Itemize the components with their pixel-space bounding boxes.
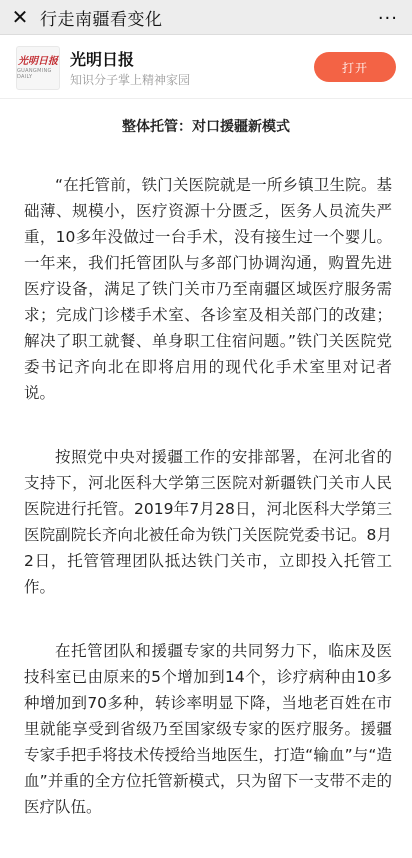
- article-paragraph: 按照党中央对援疆工作的安排部署，在河北省的支持下，河北医科大学第三医院对新疆铁门关市人民医院进行托管。2019年7月28日，河北医科大学第三医院副院长齐向北被任命为铁门关医院党委书记。8月2日，托管管理团队抵达铁门关市，立即投入托管工作。: [24, 448, 392, 596]
- article-paragraph: 在托管团队和援疆专家的共同努力下，临床及医技科室已由原来的5个增加到14个，诊疗病种由10多种增加到70多种，转诊率明显下降，当地老百姓在市里就能享受到省级乃至国家级专家的医疗服务。援疆专家手把手将技术传授给当地医生，打造“输血”与“造血”并重的全方位托管新模式，只为留下一支带不走的医疗队伍。: [24, 642, 392, 816]
- article-body: [24, 172, 392, 858]
- page-title: 行走南疆看变化: [40, 9, 163, 30]
- top-navigation-bar: [0, 0, 412, 35]
- section-title: 整体托管：对口援疆新模式: [122, 119, 290, 135]
- account-name: 光明日报: [70, 50, 135, 69]
- article-paragraph: “在托管前，铁门关医院就是一所乡镇卫生院。基础薄、规模小，医疗资源十分匮乏，医务人员流失严重，10多年没做过一台手术，没有接生过一个婴儿。一年来，我们托管团队与多部门协调沟通，购置先进医疗设备，满足了铁门关市乃至南疆区域医疗服务需求；完成门诊楼手术室、各诊室及相关部门的改建；解决了职工就餐、单身职工住宿问题。”铁门关医院党委书记齐向北在即将启用的现代化手术室里对记者说。: [24, 176, 392, 402]
- logo-text: 光明日报: [18, 56, 58, 67]
- account-slogan: 知识分子掌上精神家园: [70, 73, 191, 87]
- account-logo: [16, 46, 60, 90]
- open-app-button[interactable]: 打开: [314, 52, 396, 82]
- account-banner[interactable]: [0, 35, 412, 99]
- logo-subtext: GUANGMING DAILY: [17, 68, 52, 80]
- more-options-icon[interactable]: ···: [377, 8, 398, 29]
- close-icon[interactable]: ✕: [11, 5, 29, 29]
